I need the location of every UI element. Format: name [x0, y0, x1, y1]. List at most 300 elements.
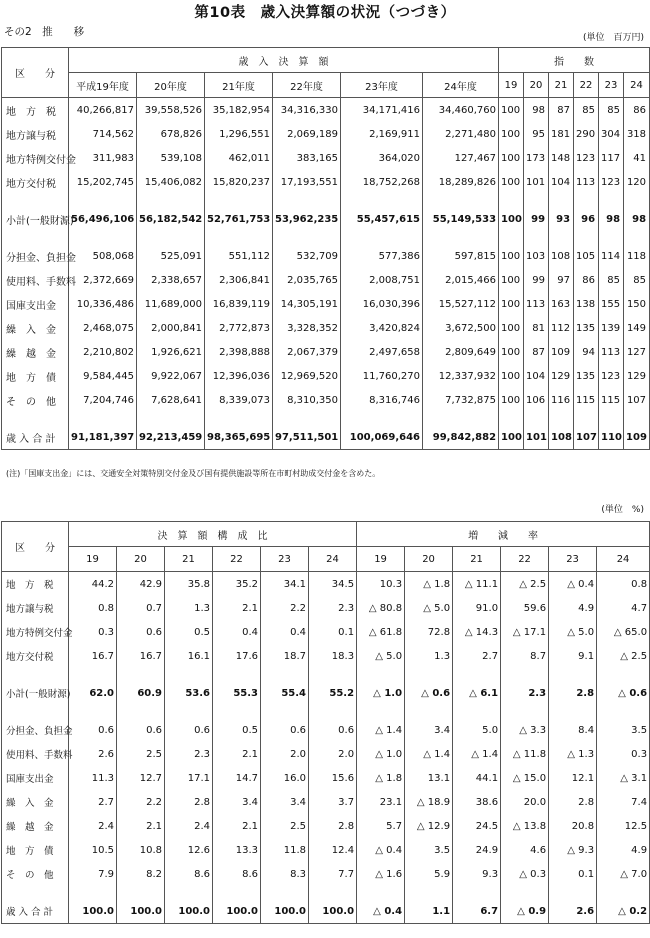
index-cell: 150 — [624, 292, 650, 316]
index-cell: 85 — [574, 98, 599, 123]
index-cell: 115 — [574, 388, 599, 412]
amount-cell: 91,181,397 — [69, 425, 137, 450]
index-cell: 112 — [549, 316, 574, 340]
row-label: 地方交付税 — [2, 170, 69, 194]
index-year-header: 19 — [499, 73, 524, 98]
index-cell: 86 — [574, 268, 599, 292]
change-cell: 9.3 — [453, 862, 501, 886]
change-cell: 24.9 — [453, 838, 501, 862]
revenue-ratio-table — [1, 521, 650, 924]
amount-cell: 2,067,379 — [273, 340, 341, 364]
change-cell: 44.1 — [453, 766, 501, 790]
ratio-cell: 16.0 — [261, 766, 309, 790]
change-cell: △ 7.0 — [597, 862, 650, 886]
index-cell: 138 — [574, 292, 599, 316]
amount-cell: 3,420,824 — [341, 316, 423, 340]
ratio-cell: 0.6 — [261, 718, 309, 742]
index-cell: 100 — [499, 122, 524, 146]
index-cell: 98 — [624, 207, 650, 231]
ratio-cell: 2.7 — [69, 790, 117, 814]
amount-cell: 34,171,416 — [341, 98, 423, 123]
index-cell: 123 — [599, 364, 624, 388]
index-cell: 120 — [624, 170, 650, 194]
ratio-cell: 11.3 — [69, 766, 117, 790]
change-cell: △ 61.8 — [357, 620, 405, 644]
amount-cell: 462,011 — [205, 146, 273, 170]
index-cell: 148 — [549, 146, 574, 170]
change-cell: 12.1 — [549, 766, 597, 790]
change-cell: 3.4 — [405, 718, 453, 742]
amount-group-header: 歳 入 決 算 額 — [69, 48, 499, 73]
index-cell: 115 — [599, 388, 624, 412]
ratio-cell: 10.8 — [117, 838, 165, 862]
ratio-cell: 11.8 — [261, 838, 309, 862]
amount-cell: 7,204,746 — [69, 388, 137, 412]
index-cell: 304 — [599, 122, 624, 146]
ratio-cell: 42.9 — [117, 572, 165, 597]
index-cell: 101 — [524, 425, 549, 450]
amount-cell: 2,398,888 — [205, 340, 273, 364]
ratio-cell: 8.6 — [165, 862, 213, 886]
ratio-cell: 0.4 — [213, 620, 261, 644]
ratio-year-header: 19 — [69, 547, 117, 572]
ratio-cell: 0.6 — [117, 620, 165, 644]
amount-cell: 15,820,237 — [205, 170, 273, 194]
amount-cell: 53,962,235 — [273, 207, 341, 231]
amount-cell: 2,338,657 — [137, 268, 205, 292]
ratio-cell: 100.0 — [261, 899, 309, 924]
change-group-header: 増 減 率 — [357, 522, 650, 547]
ratio-cell: 2.8 — [309, 814, 357, 838]
index-cell: 113 — [524, 292, 549, 316]
change-cell: △ 2.5 — [501, 572, 549, 597]
ratio-cell: 2.1 — [213, 596, 261, 620]
amount-cell: 2,468,075 — [69, 316, 137, 340]
change-cell: 1.1 — [405, 899, 453, 924]
table-row — [2, 388, 650, 412]
table-row — [2, 838, 650, 862]
change-cell: 3.5 — [597, 718, 650, 742]
change-cell: △ 0.4 — [357, 838, 405, 862]
change-cell: 91.0 — [453, 596, 501, 620]
change-cell: 0.8 — [597, 572, 650, 597]
change-cell: △ 6.1 — [453, 681, 501, 705]
amount-cell: 12,337,932 — [423, 364, 499, 388]
table-row — [2, 244, 650, 268]
index-cell: 103 — [524, 244, 549, 268]
amount-cell: 8,339,073 — [205, 388, 273, 412]
row-label: 国庫支出金 — [2, 766, 69, 790]
index-cell: 94 — [574, 340, 599, 364]
amount-cell: 2,809,649 — [423, 340, 499, 364]
revenue-amount-table — [1, 47, 650, 450]
index-cell: 87 — [549, 98, 574, 123]
change-cell: 4.9 — [549, 596, 597, 620]
ratio-cell: 15.6 — [309, 766, 357, 790]
ratio-cell: 10.5 — [69, 838, 117, 862]
index-cell: 86 — [624, 98, 650, 123]
amount-cell: 15,202,745 — [69, 170, 137, 194]
ratio-group-header: 決 算 額 構 成 比 — [69, 522, 357, 547]
amount-cell: 127,467 — [423, 146, 499, 170]
index-cell: 123 — [599, 170, 624, 194]
ratio-cell: 7.9 — [69, 862, 117, 886]
change-year-header: 23 — [549, 547, 597, 572]
ratio-cell: 0.5 — [213, 718, 261, 742]
index-cell: 105 — [574, 244, 599, 268]
change-cell: 8.7 — [501, 644, 549, 668]
table-row — [2, 170, 650, 194]
amount-cell: 2,169,911 — [341, 122, 423, 146]
change-cell: 12.5 — [597, 814, 650, 838]
index-cell: 100 — [499, 425, 524, 450]
index-cell: 113 — [599, 340, 624, 364]
amount-cell: 7,732,875 — [423, 388, 499, 412]
index-cell: 129 — [549, 364, 574, 388]
row-label: そ の 他 — [2, 862, 69, 886]
index-cell: 95 — [524, 122, 549, 146]
section-subtitle: その2 推 移 — [4, 26, 85, 38]
ratio-cell: 2.4 — [165, 814, 213, 838]
change-cell: △ 11.1 — [453, 572, 501, 597]
index-cell: 98 — [524, 98, 549, 123]
amount-cell: 383,165 — [273, 146, 341, 170]
change-year-header: 19 — [357, 547, 405, 572]
amount-cell: 311,983 — [69, 146, 137, 170]
amount-cell: 1,296,551 — [205, 122, 273, 146]
table-row — [2, 207, 650, 231]
amount-cell: 2,000,841 — [137, 316, 205, 340]
index-cell: 135 — [574, 364, 599, 388]
table-row — [2, 790, 650, 814]
amount-cell: 99,842,882 — [423, 425, 499, 450]
row-label: 地方特例交付金 — [2, 620, 69, 644]
index-cell: 100 — [499, 364, 524, 388]
row-label: 地方交付税 — [2, 644, 69, 668]
amount-cell: 16,839,119 — [205, 292, 273, 316]
ratio-cell: 2.6 — [69, 742, 117, 766]
change-cell: 38.6 — [453, 790, 501, 814]
row-label: 繰 越 金 — [2, 814, 69, 838]
amount-year-header: 平成19年度 — [69, 73, 137, 98]
table-row — [2, 718, 650, 742]
change-cell: △ 14.3 — [453, 620, 501, 644]
ratio-cell: 2.0 — [309, 742, 357, 766]
row-label: 国庫支出金 — [2, 292, 69, 316]
change-cell: △ 3.3 — [501, 718, 549, 742]
amount-cell: 11,689,000 — [137, 292, 205, 316]
amount-cell: 2,069,189 — [273, 122, 341, 146]
amount-cell: 15,406,082 — [137, 170, 205, 194]
table-row — [2, 766, 650, 790]
change-cell: △ 1.4 — [357, 718, 405, 742]
ratio-cell: 2.2 — [261, 596, 309, 620]
index-cell: 98 — [599, 207, 624, 231]
ratio-cell: 13.3 — [213, 838, 261, 862]
ratio-cell: 2.3 — [165, 742, 213, 766]
ratio-cell: 34.5 — [309, 572, 357, 597]
index-cell: 100 — [499, 98, 524, 123]
ratio-cell: 2.5 — [117, 742, 165, 766]
amount-cell: 597,815 — [423, 244, 499, 268]
category-header: 区 分 — [2, 522, 69, 572]
amount-cell: 11,760,270 — [341, 364, 423, 388]
change-cell: 6.7 — [453, 899, 501, 924]
index-cell: 129 — [624, 364, 650, 388]
amount-cell: 34,460,760 — [423, 98, 499, 123]
change-cell: 2.8 — [549, 790, 597, 814]
index-cell: 100 — [499, 316, 524, 340]
ratio-cell: 3.7 — [309, 790, 357, 814]
change-cell: 4.9 — [597, 838, 650, 862]
row-label: 小計(一般財源) — [2, 681, 69, 705]
amount-year-header: 23年度 — [341, 73, 423, 98]
ratio-cell: 62.0 — [69, 681, 117, 705]
change-cell: 0.1 — [549, 862, 597, 886]
amount-cell: 1,926,621 — [137, 340, 205, 364]
amount-cell: 98,365,695 — [205, 425, 273, 450]
change-year-header: 20 — [405, 547, 453, 572]
index-year-header: 20 — [524, 73, 549, 98]
ratio-cell: 34.1 — [261, 572, 309, 597]
index-cell: 100 — [499, 340, 524, 364]
amount-cell: 56,496,106 — [69, 207, 137, 231]
amount-cell: 551,112 — [205, 244, 273, 268]
ratio-cell: 0.6 — [69, 718, 117, 742]
index-cell: 81 — [524, 316, 549, 340]
amount-cell: 16,030,396 — [341, 292, 423, 316]
page-title: 第10表 歳入決算額の状況（つづき） — [194, 5, 456, 21]
ratio-cell: 2.1 — [213, 742, 261, 766]
change-year-header: 24 — [597, 547, 650, 572]
change-cell: △ 3.1 — [597, 766, 650, 790]
amount-cell: 577,386 — [341, 244, 423, 268]
ratio-cell: 8.3 — [261, 862, 309, 886]
table-row — [2, 596, 650, 620]
amount-cell: 55,149,533 — [423, 207, 499, 231]
ratio-cell: 100.0 — [69, 899, 117, 924]
amount-cell: 2,306,841 — [205, 268, 273, 292]
index-cell: 109 — [549, 340, 574, 364]
ratio-cell: 60.9 — [117, 681, 165, 705]
index-cell: 127 — [624, 340, 650, 364]
change-cell: 2.6 — [549, 899, 597, 924]
change-cell: △ 18.9 — [405, 790, 453, 814]
amount-year-header: 20年度 — [137, 73, 205, 98]
ratio-cell: 12.4 — [309, 838, 357, 862]
index-cell: 173 — [524, 146, 549, 170]
index-cell: 85 — [599, 268, 624, 292]
ratio-cell: 7.7 — [309, 862, 357, 886]
change-cell: 2.7 — [453, 644, 501, 668]
table-row — [2, 899, 650, 924]
ratio-cell: 12.6 — [165, 838, 213, 862]
ratio-cell: 17.1 — [165, 766, 213, 790]
change-cell: △ 12.9 — [405, 814, 453, 838]
index-cell: 155 — [599, 292, 624, 316]
index-cell: 181 — [549, 122, 574, 146]
index-year-header: 21 — [549, 73, 574, 98]
index-cell: 85 — [624, 268, 650, 292]
ratio-cell: 2.5 — [261, 814, 309, 838]
ratio-cell: 2.1 — [117, 814, 165, 838]
change-cell: △ 0.3 — [501, 862, 549, 886]
change-cell: 24.5 — [453, 814, 501, 838]
ratio-cell: 16.1 — [165, 644, 213, 668]
index-cell: 107 — [574, 425, 599, 450]
table-row — [2, 316, 650, 340]
amount-cell: 532,709 — [273, 244, 341, 268]
row-label: 地方譲与税 — [2, 122, 69, 146]
table-row — [2, 98, 650, 123]
change-cell: 0.3 — [597, 742, 650, 766]
index-cell: 116 — [549, 388, 574, 412]
ratio-cell: 8.6 — [213, 862, 261, 886]
change-cell: △ 0.6 — [405, 681, 453, 705]
index-cell: 93 — [549, 207, 574, 231]
ratio-cell: 18.3 — [309, 644, 357, 668]
change-cell: △ 0.4 — [357, 899, 405, 924]
ratio-cell: 14.7 — [213, 766, 261, 790]
change-cell: △ 2.5 — [597, 644, 650, 668]
ratio-cell: 55.3 — [213, 681, 261, 705]
change-cell: 4.6 — [501, 838, 549, 862]
index-cell: 139 — [599, 316, 624, 340]
amount-cell: 100,069,646 — [341, 425, 423, 450]
index-cell: 123 — [574, 146, 599, 170]
amount-cell: 2,271,480 — [423, 122, 499, 146]
index-cell: 85 — [599, 98, 624, 123]
amount-cell: 10,336,486 — [69, 292, 137, 316]
change-cell: 4.7 — [597, 596, 650, 620]
change-cell: 72.8 — [405, 620, 453, 644]
change-cell: △ 5.0 — [405, 596, 453, 620]
unit-label-percent: (単位 %) — [601, 505, 644, 515]
index-cell: 163 — [549, 292, 574, 316]
index-cell: 109 — [624, 425, 650, 450]
amount-cell: 9,922,067 — [137, 364, 205, 388]
change-cell: △ 80.8 — [357, 596, 405, 620]
table-row — [2, 681, 650, 705]
ratio-cell: 2.4 — [69, 814, 117, 838]
table-row — [2, 620, 650, 644]
row-label: 地 方 債 — [2, 838, 69, 862]
table-row — [2, 425, 650, 450]
ratio-year-header: 23 — [261, 547, 309, 572]
index-cell: 99 — [524, 207, 549, 231]
amount-cell: 2,772,873 — [205, 316, 273, 340]
table-row — [2, 340, 650, 364]
index-cell: 104 — [524, 364, 549, 388]
ratio-cell: 35.2 — [213, 572, 261, 597]
change-cell: 2.8 — [549, 681, 597, 705]
amount-cell: 678,826 — [137, 122, 205, 146]
ratio-cell: 100.0 — [165, 899, 213, 924]
index-cell: 110 — [599, 425, 624, 450]
change-cell: △ 13.8 — [501, 814, 549, 838]
change-cell: △ 9.3 — [549, 838, 597, 862]
amount-cell: 9,584,445 — [69, 364, 137, 388]
ratio-cell: 0.1 — [309, 620, 357, 644]
amount-cell: 2,008,751 — [341, 268, 423, 292]
amount-cell: 2,372,669 — [69, 268, 137, 292]
amount-cell: 2,015,466 — [423, 268, 499, 292]
ratio-cell: 1.3 — [165, 596, 213, 620]
row-label: 地方特例交付金 — [2, 146, 69, 170]
change-cell: △ 1.0 — [357, 681, 405, 705]
change-cell: 5.0 — [453, 718, 501, 742]
index-cell: 108 — [549, 425, 574, 450]
row-label: 使用料、手数料 — [2, 268, 69, 292]
change-cell: 10.3 — [357, 572, 405, 597]
index-year-header: 22 — [574, 73, 599, 98]
change-cell: △ 1.0 — [357, 742, 405, 766]
row-label: 分担金、負担金 — [2, 718, 69, 742]
ratio-cell: 0.5 — [165, 620, 213, 644]
change-cell: 20.0 — [501, 790, 549, 814]
ratio-year-header: 22 — [213, 547, 261, 572]
change-cell: △ 11.8 — [501, 742, 549, 766]
ratio-year-header: 24 — [309, 547, 357, 572]
index-cell: 100 — [499, 170, 524, 194]
row-label: 歳 入 合 計 — [2, 425, 69, 450]
row-label: 繰 入 金 — [2, 316, 69, 340]
index-cell: 100 — [499, 244, 524, 268]
index-cell: 118 — [624, 244, 650, 268]
change-cell: 3.5 — [405, 838, 453, 862]
change-cell: 8.4 — [549, 718, 597, 742]
amount-cell: 12,969,520 — [273, 364, 341, 388]
amount-cell: 97,511,501 — [273, 425, 341, 450]
change-cell: △ 1.8 — [405, 572, 453, 597]
table-row — [2, 364, 650, 388]
ratio-cell: 2.1 — [213, 814, 261, 838]
index-cell: 135 — [574, 316, 599, 340]
ratio-cell: 8.2 — [117, 862, 165, 886]
change-cell: △ 5.0 — [549, 620, 597, 644]
change-cell: 5.7 — [357, 814, 405, 838]
index-cell: 114 — [599, 244, 624, 268]
ratio-cell: 100.0 — [213, 899, 261, 924]
row-label: 小計(一般財源) — [2, 207, 69, 231]
amount-cell: 52,761,753 — [205, 207, 273, 231]
ratio-cell: 100.0 — [117, 899, 165, 924]
amount-cell: 39,558,526 — [137, 98, 205, 123]
change-cell: △ 0.2 — [597, 899, 650, 924]
amount-cell: 3,328,352 — [273, 316, 341, 340]
table-row — [2, 644, 650, 668]
amount-cell: 35,182,954 — [205, 98, 273, 123]
amount-cell: 714,562 — [69, 122, 137, 146]
amount-cell: 40,266,817 — [69, 98, 137, 123]
footnote: (注)「国庫支出金」には、交通安全対策特別交付金及び国有提供施設等所在市町村助成交付金を含めた。 — [6, 469, 381, 478]
table-row — [2, 146, 650, 170]
change-year-header: 21 — [453, 547, 501, 572]
table-row — [2, 862, 650, 886]
ratio-cell: 2.8 — [165, 790, 213, 814]
amount-cell: 92,213,459 — [137, 425, 205, 450]
ratio-year-header: 21 — [165, 547, 213, 572]
ratio-cell: 55.2 — [309, 681, 357, 705]
index-year-header: 23 — [599, 73, 624, 98]
unit-label-amount: (単位 百万円) — [582, 33, 644, 43]
amount-year-header: 22年度 — [273, 73, 341, 98]
category-header: 区 分 — [2, 48, 69, 98]
change-cell: 9.1 — [549, 644, 597, 668]
change-year-header: 22 — [501, 547, 549, 572]
change-cell: 1.3 — [405, 644, 453, 668]
row-label: 地 方 税 — [2, 572, 69, 597]
